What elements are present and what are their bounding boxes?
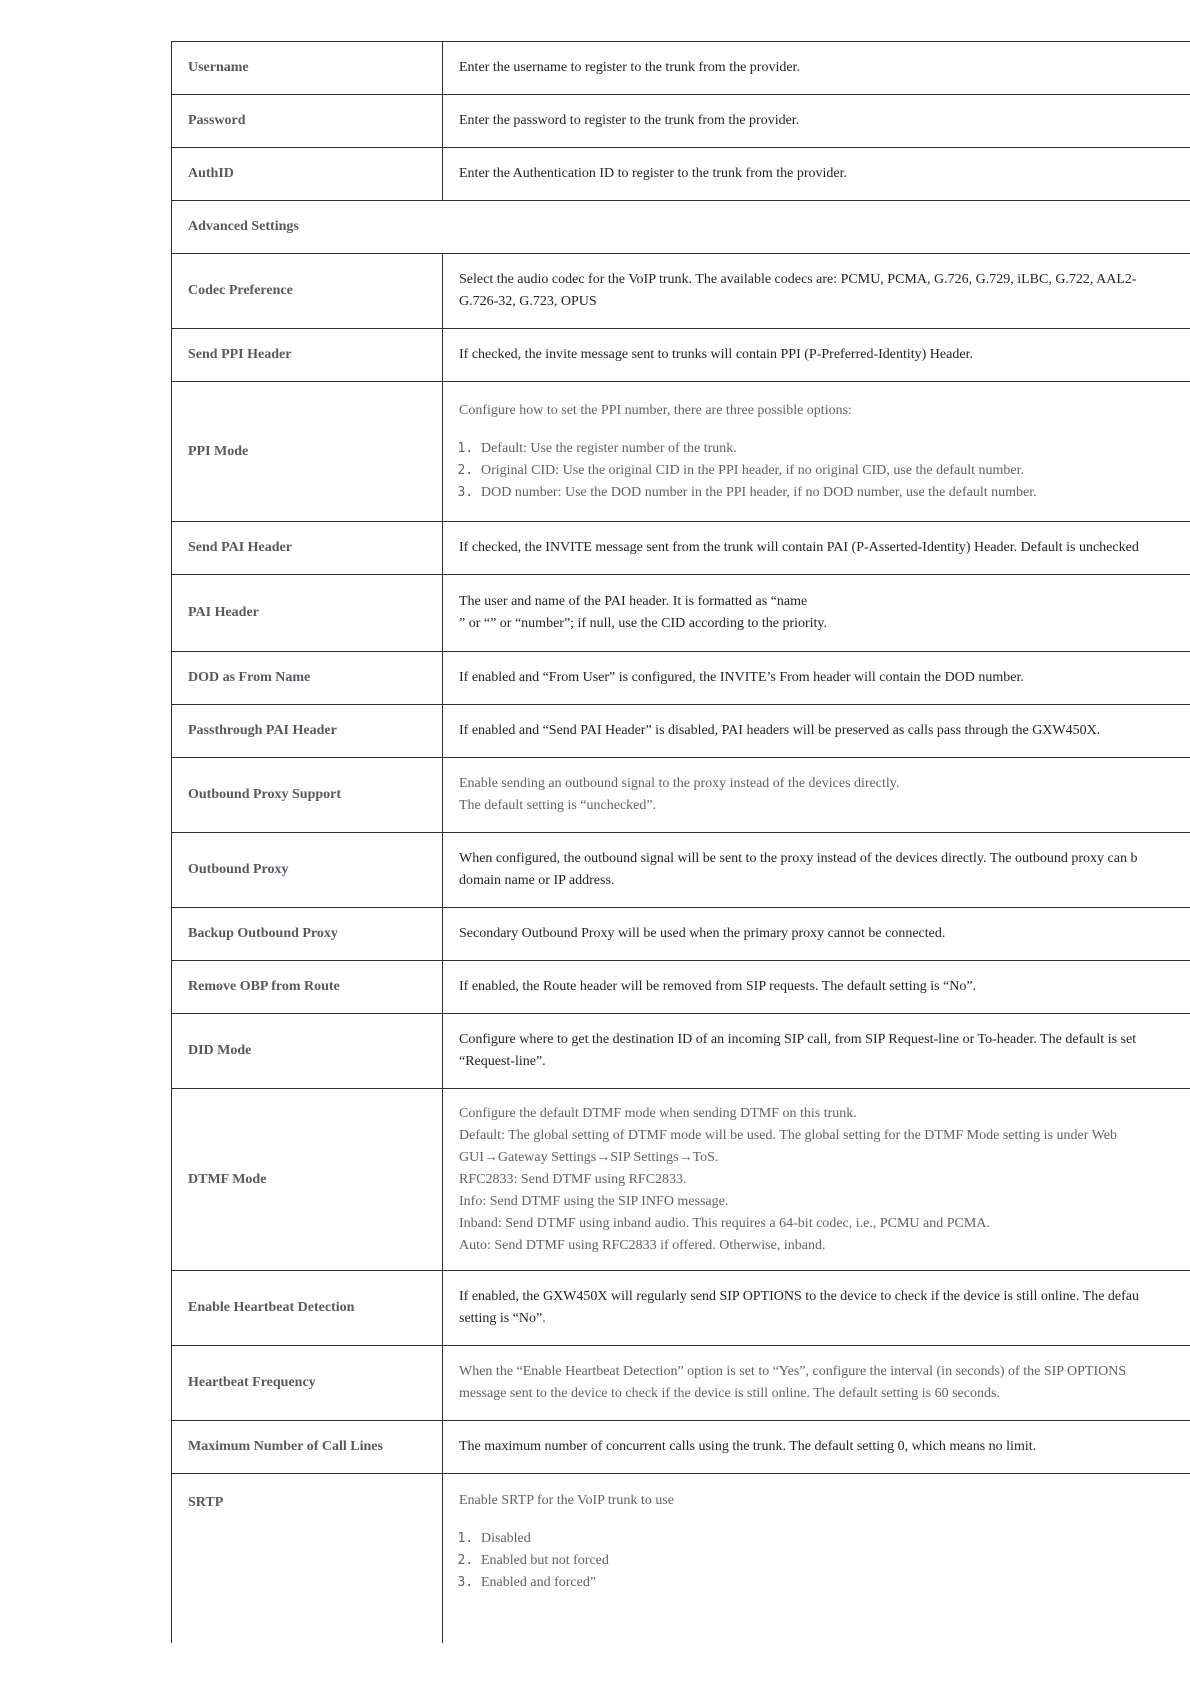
description-line: GUI→Gateway Settings→SIP Settings→ToS. [459, 1149, 719, 1165]
table-row [172, 201, 1190, 254]
option-list-item: 2. Enabled but not forced [481, 1550, 1174, 1572]
setting-description [443, 148, 1190, 201]
setting-description [443, 1346, 1190, 1421]
table-row [172, 575, 1190, 652]
description-line: Enable sending an outbound signal to the proxy instead of the devices directly. [459, 776, 900, 791]
description-line: setting is “No”. [459, 1311, 546, 1326]
setting-description [443, 1474, 1190, 1643]
description-line: message sent to the device to check if the device is still online. The default setting is 60 seconds. [459, 1386, 1000, 1401]
table-row [172, 1089, 1190, 1271]
option-list-item: 1. Default: Use the register number of the trunk. [481, 438, 1174, 460]
description-line: ” or “” or “number”; if null, use the CID according to the priority. [459, 616, 828, 631]
description-line: If enabled, the Route header will be removed from SIP requests. The default setting is “No”. [459, 979, 977, 994]
description-line: G.726-32, G.723, OPUS [459, 294, 597, 309]
description-line: Enter the username to register to the trunk from the provider. [459, 60, 800, 75]
description-line: If enabled, the GXW450X will regularly send SIP OPTIONS to the device to check if the device is still online. The defau [459, 1289, 1139, 1304]
setting-description [443, 705, 1190, 758]
setting-label: DOD as From Name [172, 652, 443, 705]
description-line: The default setting is “unchecked”. [459, 798, 657, 813]
section-header: Advanced Settings [172, 201, 1190, 254]
description-line: Auto: Send DTMF using RFC2833 if offered. Otherwise, inband. [459, 1237, 826, 1253]
description-line: When configured, the outbound signal will be sent to the proxy instead of the devices directly. The outbound proxy can b [459, 851, 1138, 866]
description-line: Select the audio codec for the VoIP trunk. The available codecs are: PCMU, PCMA, G.726, G.729, iLBC, G.722, AAL2- [459, 272, 1137, 287]
setting-description [443, 1271, 1190, 1346]
table-row [172, 1271, 1190, 1346]
description-line: domain name or IP address. [459, 873, 615, 888]
table-row [172, 652, 1190, 705]
table-row [172, 908, 1190, 961]
setting-description [443, 961, 1190, 1014]
description-line: Configure where to get the destination ID of an incoming SIP call, from SIP Request-line or To-header. The default is set [459, 1032, 1137, 1047]
description-line: Secondary Outbound Proxy will be used when the primary proxy cannot be connected. [459, 926, 946, 941]
option-list-item: 3. DOD number: Use the DOD number in the PPI header, if no DOD number, use the default number. [481, 482, 1174, 504]
description-line: Configure the default DTMF mode when sending DTMF on this trunk. [459, 1105, 857, 1121]
table-row [172, 329, 1190, 382]
setting-label: DTMF Mode [172, 1089, 443, 1271]
setting-label: Password [172, 95, 443, 148]
option-list [459, 1528, 1174, 1594]
description-line: Default: The global setting of DTMF mode will be used. The global setting for the DTMF Mode setting is under Web [459, 1127, 1117, 1143]
table-row [172, 254, 1190, 329]
setting-label: Outbound Proxy [172, 833, 443, 908]
setting-description [443, 908, 1190, 961]
setting-label: Backup Outbound Proxy [172, 908, 443, 961]
table-row [172, 1474, 1190, 1643]
option-list-item: 1. Disabled [481, 1528, 1174, 1550]
setting-description [443, 1014, 1190, 1089]
setting-label: PAI Header [172, 575, 443, 652]
settings-table [171, 41, 1190, 1643]
table-row [172, 705, 1190, 758]
setting-label: SRTP [172, 1474, 443, 1643]
setting-label: Heartbeat Frequency [172, 1346, 443, 1421]
description-line: “Request-line”. [459, 1054, 546, 1069]
description-line: The maximum number of concurrent calls using the trunk. The default setting 0, which means no limit. [459, 1439, 1037, 1454]
list-spacer [459, 422, 1174, 438]
description-line: If checked, the INVITE message sent from the trunk will contain PAI (P-Asserted-Identity) Header. Default is unchecked [459, 540, 1139, 555]
setting-label: Outbound Proxy Support [172, 758, 443, 833]
table-row [172, 522, 1190, 575]
table-row [172, 1421, 1190, 1474]
description-line: Enter the Authentication ID to register to the trunk from the provider. [459, 166, 848, 181]
setting-description [443, 254, 1190, 329]
setting-label: DID Mode [172, 1014, 443, 1089]
setting-description [443, 522, 1190, 575]
description-line: When the “Enable Heartbeat Detection” option is set to “Yes”, configure the interval (in seconds) of the SIP OPTIONS [459, 1364, 1127, 1379]
description-line: Enable SRTP for the VoIP trunk to use [459, 1493, 674, 1508]
setting-label: Passthrough PAI Header [172, 705, 443, 758]
setting-label: Enable Heartbeat Detection [172, 1271, 443, 1346]
list-spacer [459, 1512, 1174, 1528]
table-row [172, 42, 1190, 95]
table-row [172, 1346, 1190, 1421]
setting-label: Codec Preference [172, 254, 443, 329]
table-row [172, 95, 1190, 148]
table-row [172, 1014, 1190, 1089]
option-list-item: 3. Enabled and forced” [481, 1572, 1174, 1594]
description-line: The user and name of the PAI header. It is formatted as “name [459, 594, 808, 609]
setting-label: PPI Mode [172, 382, 443, 522]
description-line: If checked, the invite message sent to trunks will contain PPI (P-Preferred-Identity) Header. [459, 347, 973, 362]
table-row [172, 833, 1190, 908]
description-line: Configure how to set the PPI number, there are three possible options: [459, 402, 852, 418]
setting-label: Send PAI Header [172, 522, 443, 575]
setting-description [443, 1421, 1190, 1474]
setting-label: Remove OBP from Route [172, 961, 443, 1014]
table-row [172, 758, 1190, 833]
description-line: If enabled and “From User” is configured, the INVITE’s From header will contain the DOD number. [459, 670, 1024, 685]
description-line: Enter the password to register to the trunk from the provider. [459, 113, 800, 128]
setting-label: AuthID [172, 148, 443, 201]
description-line: Info: Send DTMF using the SIP INFO message. [459, 1193, 729, 1209]
setting-description [443, 833, 1190, 908]
settings-table-body [172, 42, 1190, 1643]
description-line: Inband: Send DTMF using inband audio. This requires a 64-bit codec, i.e., PCMU and PCMA. [459, 1215, 990, 1231]
setting-description [443, 652, 1190, 705]
description-line: If enabled and “Send PAI Header” is disabled, PAI headers will be preserved as calls pass through the GXW450X. [459, 723, 1101, 738]
setting-label: Send PPI Header [172, 329, 443, 382]
setting-description [443, 575, 1190, 652]
setting-label: Maximum Number of Call Lines [172, 1421, 443, 1474]
table-row [172, 148, 1190, 201]
setting-description [443, 758, 1190, 833]
table-row [172, 382, 1190, 522]
option-list-item: 2. Original CID: Use the original CID in the PPI header, if no original CID, use the default number. [481, 460, 1174, 482]
setting-description [443, 95, 1190, 148]
table-row [172, 961, 1190, 1014]
setting-description [443, 42, 1190, 95]
setting-label: Username [172, 42, 443, 95]
description-line: RFC2833: Send DTMF using RFC2833. [459, 1171, 687, 1187]
setting-description [443, 1089, 1190, 1271]
setting-description [443, 382, 1190, 522]
option-list [459, 438, 1174, 504]
setting-description [443, 329, 1190, 382]
